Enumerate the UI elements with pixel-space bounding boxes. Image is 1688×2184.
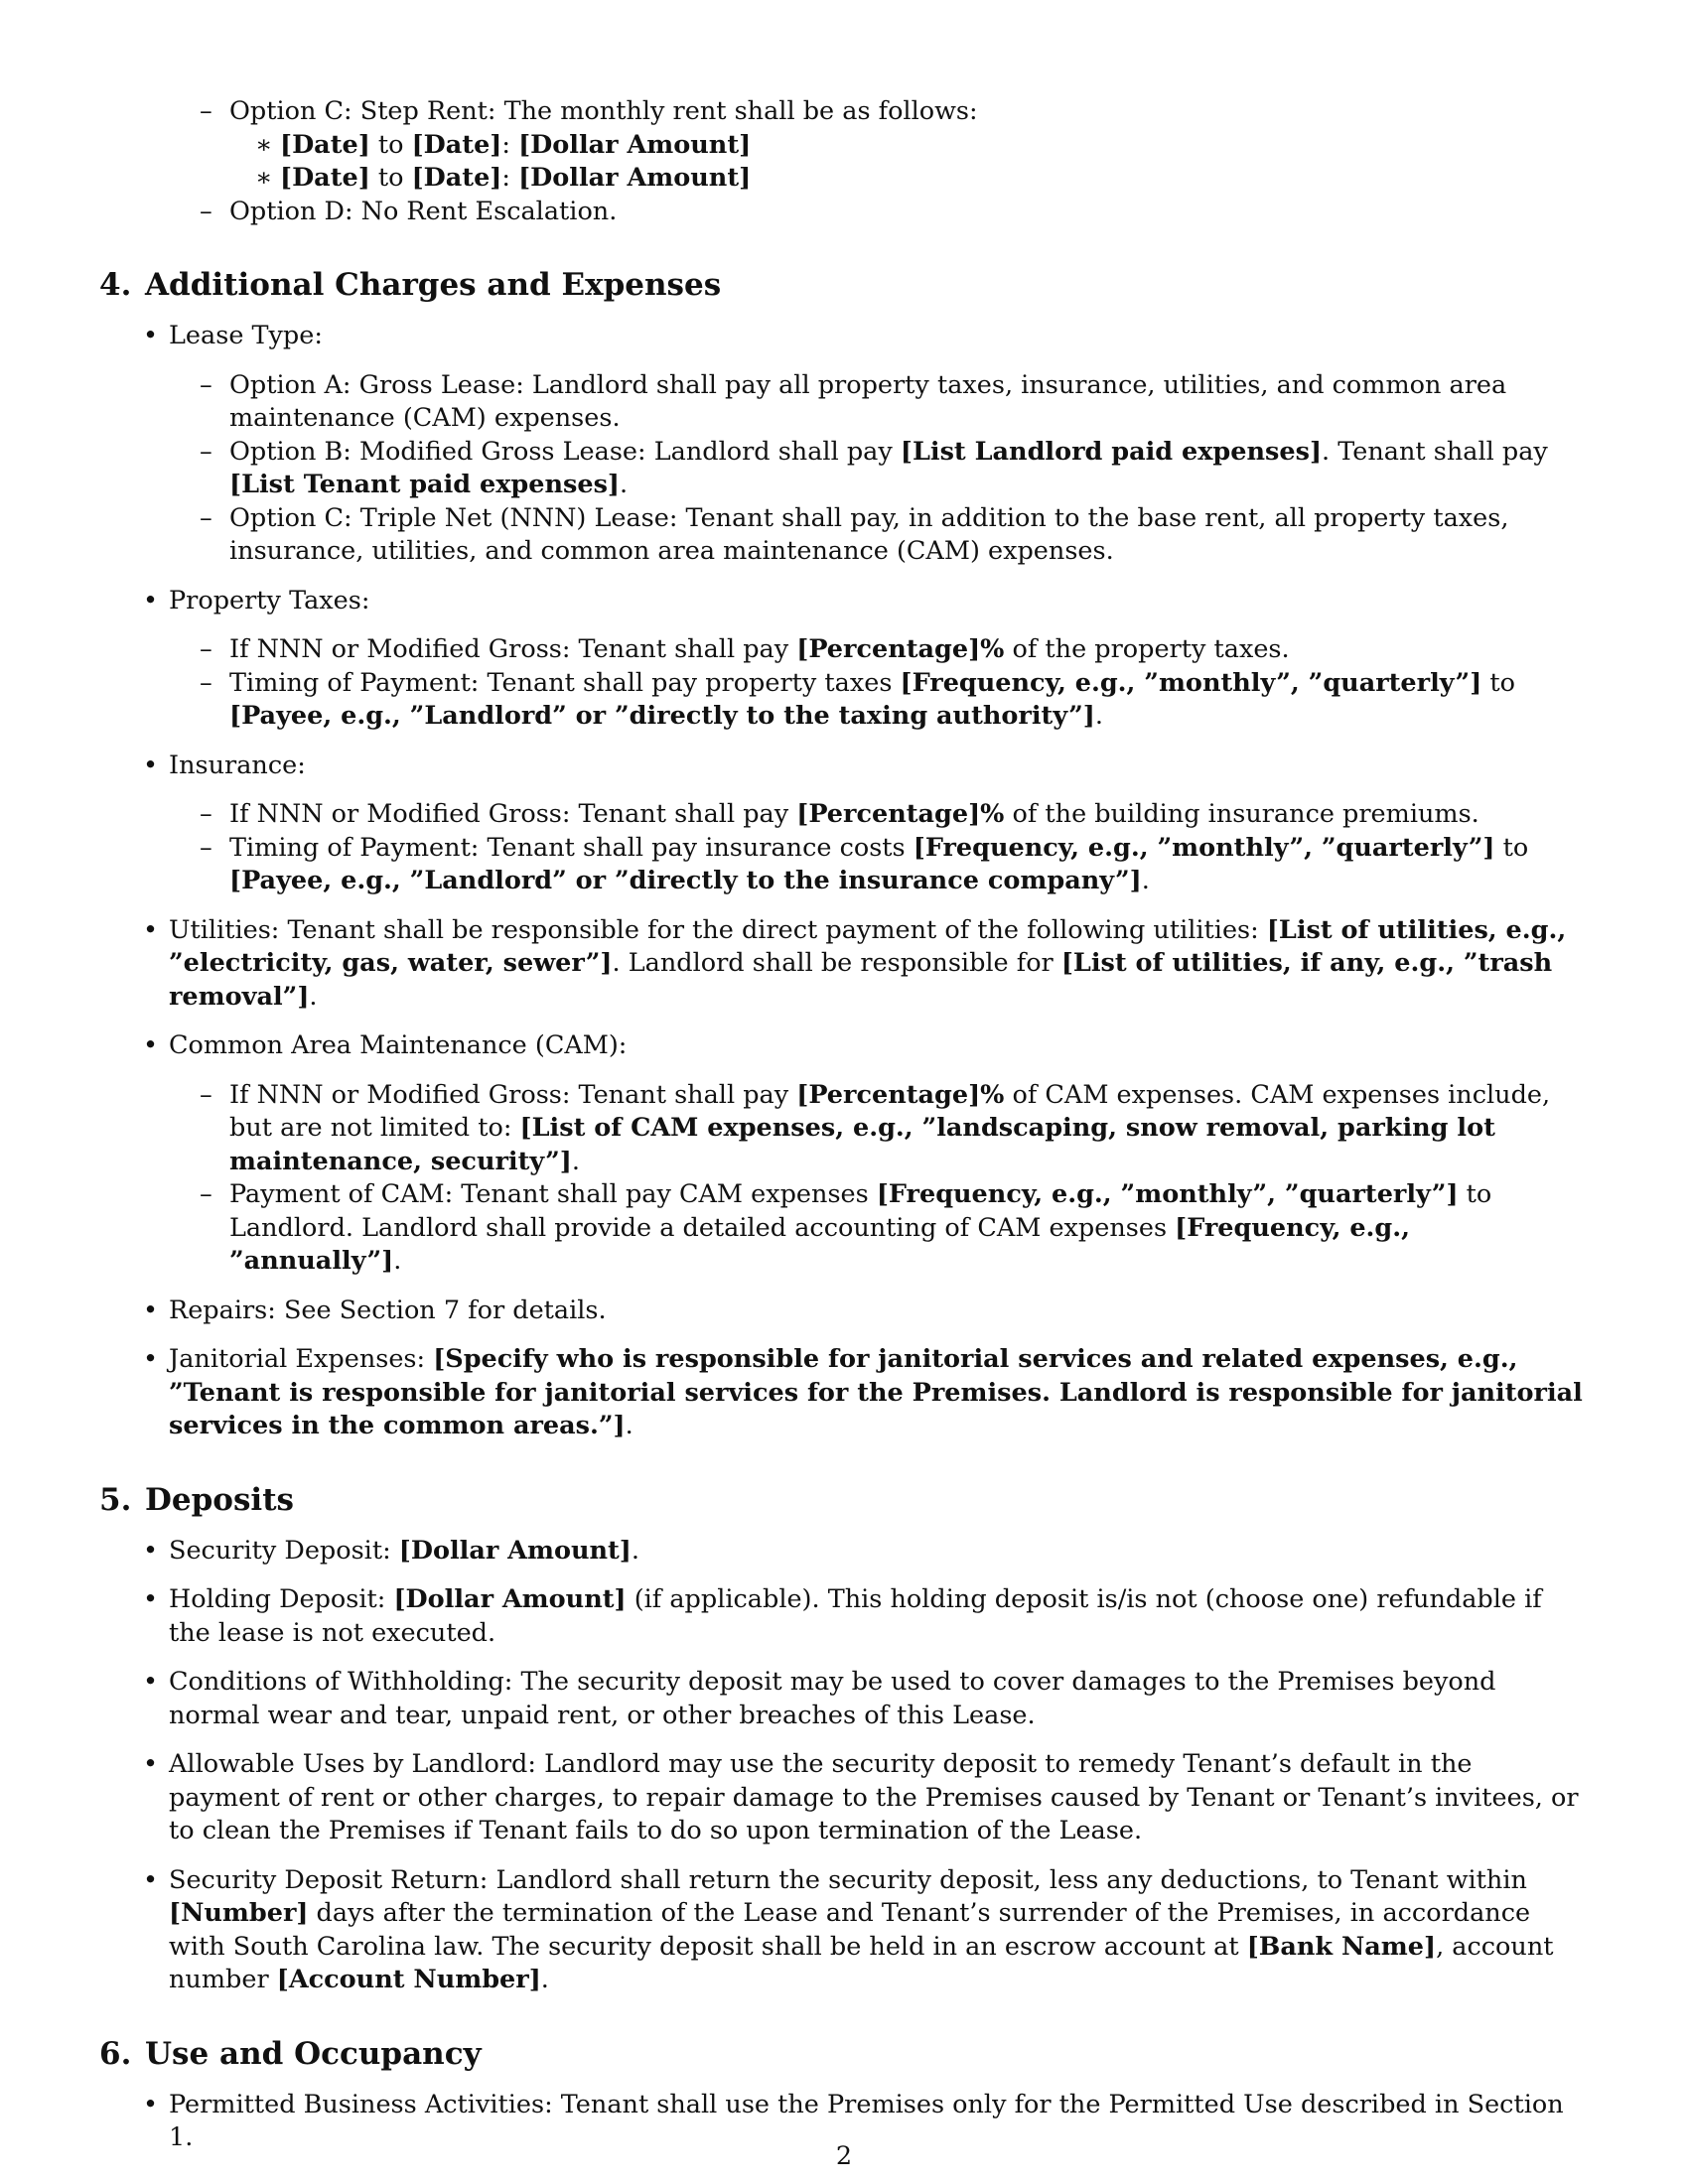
list-item: – If NNN or Modified Gross: Tenant shall pay [Percentage]% of CAM expenses. CAM expenses include, but are not limited to: [List of CAM expenses, e.g., ”landscaping, snow removal, parking lot maintenance, security”].	[229, 1079, 1589, 1179]
list-item: – Payment of CAM: Tenant shall pay CAM expenses [Frequency, e.g., ”monthly”, ”quarterly”] to Landlord. Landlord shall provide a detailed accounting of CAM expenses [Frequency, e.g., ”annually”].	[229, 1178, 1589, 1279]
list-item: • Permitted Business Activities: Tenant shall use the Premises only for the Permitted Use described in Section 1.	[169, 2089, 1589, 2155]
list-item: – Option A: Gross Lease: Landlord shall pay all property taxes, insurance, utilities, and common area maintenance (CAM) expenses.	[229, 369, 1589, 436]
list-item: – If NNN or Modified Gross: Tenant shall pay [Percentage]% of the property taxes.	[229, 633, 1589, 667]
list-item: – If NNN or Modified Gross: Tenant shall pay [Percentage]% of the building insurance premiums.	[229, 798, 1589, 832]
list-item: – Timing of Payment: Tenant shall pay property taxes [Frequency, e.g., ”monthly”, ”quarterly”] to [Payee, e.g., ”Landlord” or ”directly to the taxing authority”].	[229, 667, 1589, 734]
section-4-list	[169, 320, 1589, 1443]
section-heading: 6. Use and Occupancy	[99, 2035, 482, 2072]
document-page	[99, 95, 1589, 2171]
list-item: – Option D: No Rent Escalation.	[229, 196, 1589, 229]
rent-options-continued	[229, 95, 1589, 228]
list-item: • Janitorial Expenses: [Specify who is responsible for janitorial services and related expenses, e.g., ”Tenant is responsible for janitorial services for the Premises. Landlord is responsible for janitorial services in the common areas.”].	[169, 1343, 1589, 1443]
section-5-list	[169, 1535, 1589, 1997]
list-item: ∗ [Date] to [Date]: [Dollar Amount]	[280, 162, 1589, 196]
section-heading: 5. Deposits	[99, 1481, 294, 1518]
list-item: • Security Deposit Return: Landlord shall return the security deposit, less any deductions, to Tenant within [Number] days after the termination of the Lease and Tenant’s surrender of the Premises, in accordance with South Carolina law. The security deposit shall be held in an escrow account at [Bank Name], account number [Account Number].	[169, 1864, 1589, 1997]
list-item: ∗ [Date] to [Date]: [Dollar Amount]	[280, 129, 1589, 163]
list-item: • Utilities: Tenant shall be responsible for the direct payment of the following utilities: [List of utilities, e.g., ”electricity, gas, water, sewer”]. Landlord shall be responsible for [List of utilities, if any, e.g., ”trash removal”].	[169, 914, 1589, 1015]
option-c-step-rent: Option C: Step Rent: The monthly rent shall be as follows:	[229, 96, 978, 126]
list-item: • Repairs: See Section 7 for details.	[169, 1295, 1589, 1328]
list-item: • Holding Deposit: [Dollar Amount] (if applicable). This holding deposit is/is not (choose one) refundable if the lease is not executed.	[169, 1583, 1589, 1650]
list-item	[229, 95, 1589, 196]
list-item: • Common Area Maintenance (CAM): – If NNN or Modified Gross: Tenant shall pay [Percentage]% of CAM expenses. CAM expenses include, but are not limited to: [List of CAM expenses, e.g., ”landscaping, snow removal, parking lot maintenance, security”]. – Payment of CAM: Tenant shall pay CAM expenses [Frequency, e.g., ”monthly”, ”quarterly”] to Landlord. Landlord shall provide a detailed accounting of CAM expenses [Frequency, e.g., ”annually”].	[169, 1029, 1589, 1279]
list-item: • Conditions of Withholding: The security deposit may be used to cover damages to the Premises beyond normal wear and tear, unpaid rent, or other breaches of this Lease.	[169, 1666, 1589, 1732]
list-item: – Option B: Modified Gross Lease: Landlord shall pay [List Landlord paid expenses]. Tenant shall pay [List Tenant paid expenses].	[229, 436, 1589, 502]
list-item: – Option C: Triple Net (NNN) Lease: Tenant shall pay, in addition to the base rent, all property taxes, insurance, utilities, and common area maintenance (CAM) expenses.	[229, 502, 1589, 569]
list-item: • Allowable Uses by Landlord: Landlord may use the security deposit to remedy Tenant’s default in the payment of rent or other charges, to repair damage to the Premises caused by Tenant or Tenant’s invitees, or to clean the Premises if Tenant fails to do so upon termination of the Lease.	[169, 1748, 1589, 1848]
section-heading: 4. Additional Charges and Expenses	[99, 267, 722, 303]
list-item: – Timing of Payment: Tenant shall pay insurance costs [Frequency, e.g., ”monthly”, ”quarterly”] to [Payee, e.g., ”Landlord” or ”directly to the insurance company”].	[229, 832, 1589, 898]
list-item: • Lease Type: – Option A: Gross Lease: Landlord shall pay all property taxes, insurance, utilities, and common area maintenance (CAM) expenses. – Option B: Modified Gross Lease: Landlord shall pay [List Landlord paid expenses]. Tenant shall pay [List Tenant paid expenses]. – Option C: Triple Net (NNN) Lease: Tenant shall pay, in addition to the base rent, all property taxes, insurance, utilities, and common area maintenance (CAM) expenses.	[169, 320, 1589, 569]
step-rent-list	[280, 129, 1589, 196]
page-number: 2	[835, 2141, 853, 2171]
list-item: • Insurance: – If NNN or Modified Gross: Tenant shall pay [Percentage]% of the building insurance premiums. – Timing of Payment: Tenant shall pay insurance costs [Frequency, e.g., ”monthly”, ”quarterly”] to [Payee, e.g., ”Landlord” or ”directly to the insurance company”].	[169, 750, 1589, 898]
list-item: • Security Deposit: [Dollar Amount].	[169, 1535, 1589, 1569]
list-item: • Property Taxes: – If NNN or Modified Gross: Tenant shall pay [Percentage]% of the property taxes. – Timing of Payment: Tenant shall pay property taxes [Frequency, e.g., ”monthly”, ”quarterly”] to [Payee, e.g., ”Landlord” or ”directly to the taxing authority”].	[169, 585, 1589, 734]
